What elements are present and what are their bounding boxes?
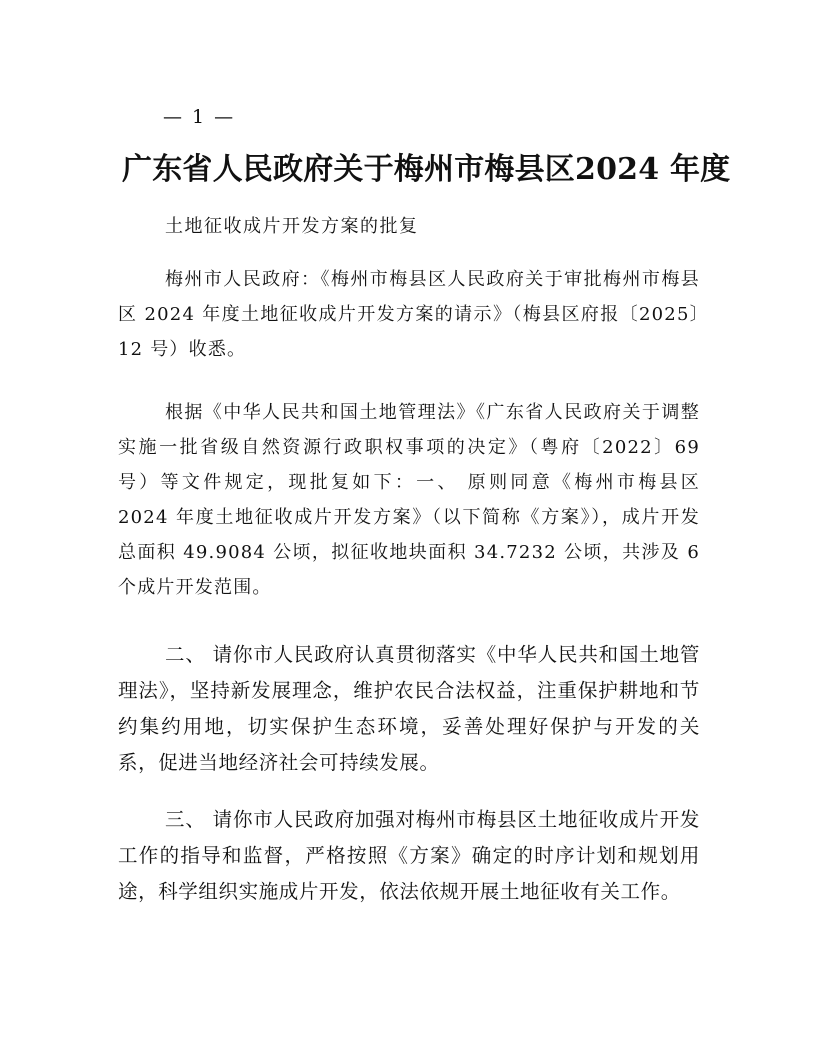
body-paragraph-item-three: 三、 请你市人民政府加强对梅州市梅县区土地征收成片开发工作的指导和监督，严格按照《方案》确定的时序计划和规划用途，科学组织实施成片开发，依法依规开展土地征收有关工作。	[118, 808, 700, 903]
body-paragraph-basis: 根据《中华人民共和国土地管理法》《广东省人民政府关于调整实施一批省级自然资源行政职权事项的决定》（粤府〔2022〕69 号）等文件规定，现批复如下：一、 原则同意《梅州市梅县区 2024 年度土地征收成片开发方案》（以下简称《方案》），成片开发总面积 49.9084 公顷，拟征收地块面积 34.7232 公顷，共涉及 6 个成片开发范围。	[118, 402, 700, 598]
document-subtitle: 土地征收成片开发方案的批复	[165, 216, 419, 237]
body-paragraph-item-two: 二、 请你市人民政府认真贯彻落实《中华人民共和国土地管理法》，坚持新发展理念，维护农民合法权益，注重保护耕地和节约集约用地，切实保护生态环境，妥善处理好保护与开发的关系，促进当地经济社会可持续发展。	[118, 643, 700, 774]
page-number: — 1 —	[163, 106, 236, 128]
body-paragraph-addressee: 梅州市人民政府：《梅州市梅县区人民政府关于审批梅州市梅县区 2024 年度土地征收成片开发方案的请示》（梅县区府报〔2025〕12 号）收悉。	[118, 269, 700, 360]
document-title: 广东省人民政府关于梅州市梅县区2024 年度	[122, 152, 731, 187]
